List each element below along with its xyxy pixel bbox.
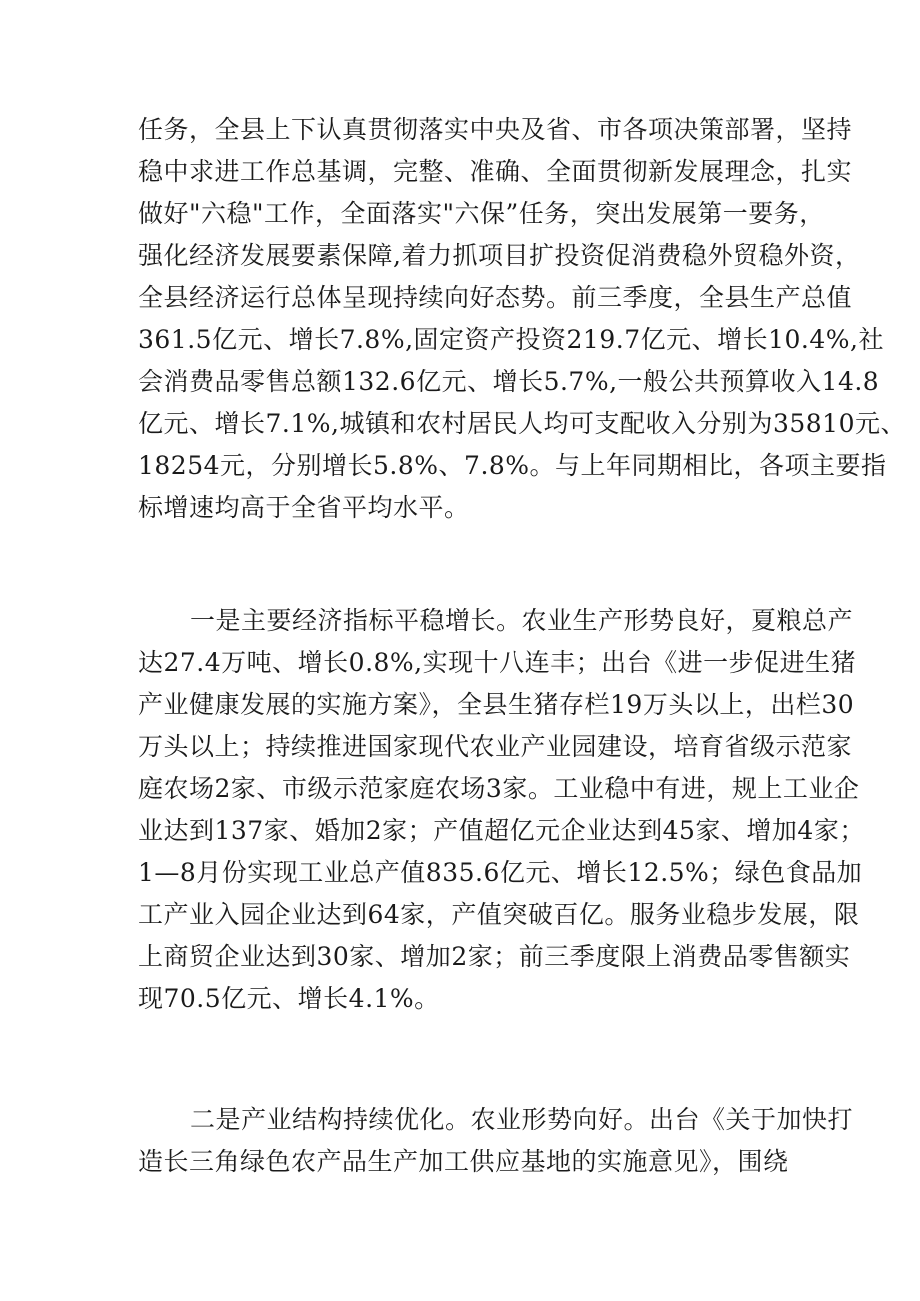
text-line: 做好"六稳"工作，全面落实"六保”任务，突出发展第一要务， xyxy=(138,199,825,228)
text-line: 一是主要经济指标平稳增长。农业生产形势良好，夏粮总产 xyxy=(190,606,854,635)
text-line: 庭农场2家、市级示范家庭农场3家。工业稳中有进，规上工业企 xyxy=(138,774,860,803)
text-line: 达27.4万吨、增长0.8%,实现十八连丰；出台《进一步促进生猪 xyxy=(138,648,857,677)
paragraph-industrial-structure xyxy=(138,1099,854,1183)
text-line: 1—8月份实现工业总产值835.6亿元、增长12.5%；绿色食品加 xyxy=(138,858,863,887)
text-line: 现70.5亿元、增长4.1%。 xyxy=(138,984,440,1013)
text-line: 工产业入园企业达到64家，产值突破百亿。服务业稳步发展，限 xyxy=(138,900,860,929)
text-line: 强化经济发展要素保障,着力抓项目扩投资促消费稳外贸稳外资， xyxy=(138,241,861,270)
text-line: 上商贸企业达到30家、增加2家；前三季度限上消费品零售额实 xyxy=(138,942,851,971)
text-line: 标增速均高于全省平均水平。 xyxy=(138,493,470,522)
text-line: 二是产业结构持续优化。农业形势向好。出台《关于加快打 xyxy=(190,1105,854,1134)
paragraph-main-indicators xyxy=(138,600,865,1020)
text-line: 万头以上；持续推进国家现代农业产业园建设，培育省级示范家 xyxy=(138,732,853,761)
text-line: 产业健康发展的实施方案》，全县生猪存栏19万头以上，出栏30 xyxy=(138,690,855,719)
paragraph-economic-overview xyxy=(138,109,906,529)
text-line: 会消费品零售总额132.6亿元、增长5.7%,一般公共预算收入14.8 xyxy=(138,367,880,396)
text-line: 亿元、增长7.1%,城镇和农村居民人均可支配收入分别为35810元、 xyxy=(138,409,906,438)
text-line: 造长三角绿色农产品生产加工供应基地的实施意见》，围绕 xyxy=(138,1147,789,1176)
text-line: 任务，全县上下认真贯彻落实中央及省、市各项决策部署，坚持 xyxy=(138,115,853,144)
text-line: 业达到137家、婚加2家；产值超亿元企业达到45家、增加4家； xyxy=(138,816,865,845)
text-line: 18254元，分别增长5.8%、7.8%。与上年同期相比，各项主要指 xyxy=(138,451,887,480)
text-line: 全县经济运行总体呈现持续向好态势。前三季度，全县生产总值 xyxy=(138,283,853,312)
text-line: 361.5亿元、增长7.8%,固定资产投资219.7亿元、增长10.4%,社 xyxy=(138,325,884,354)
text-line: 稳中求进工作总基调，完整、准确、全面贯彻新发展理念，扎实 xyxy=(138,157,853,186)
